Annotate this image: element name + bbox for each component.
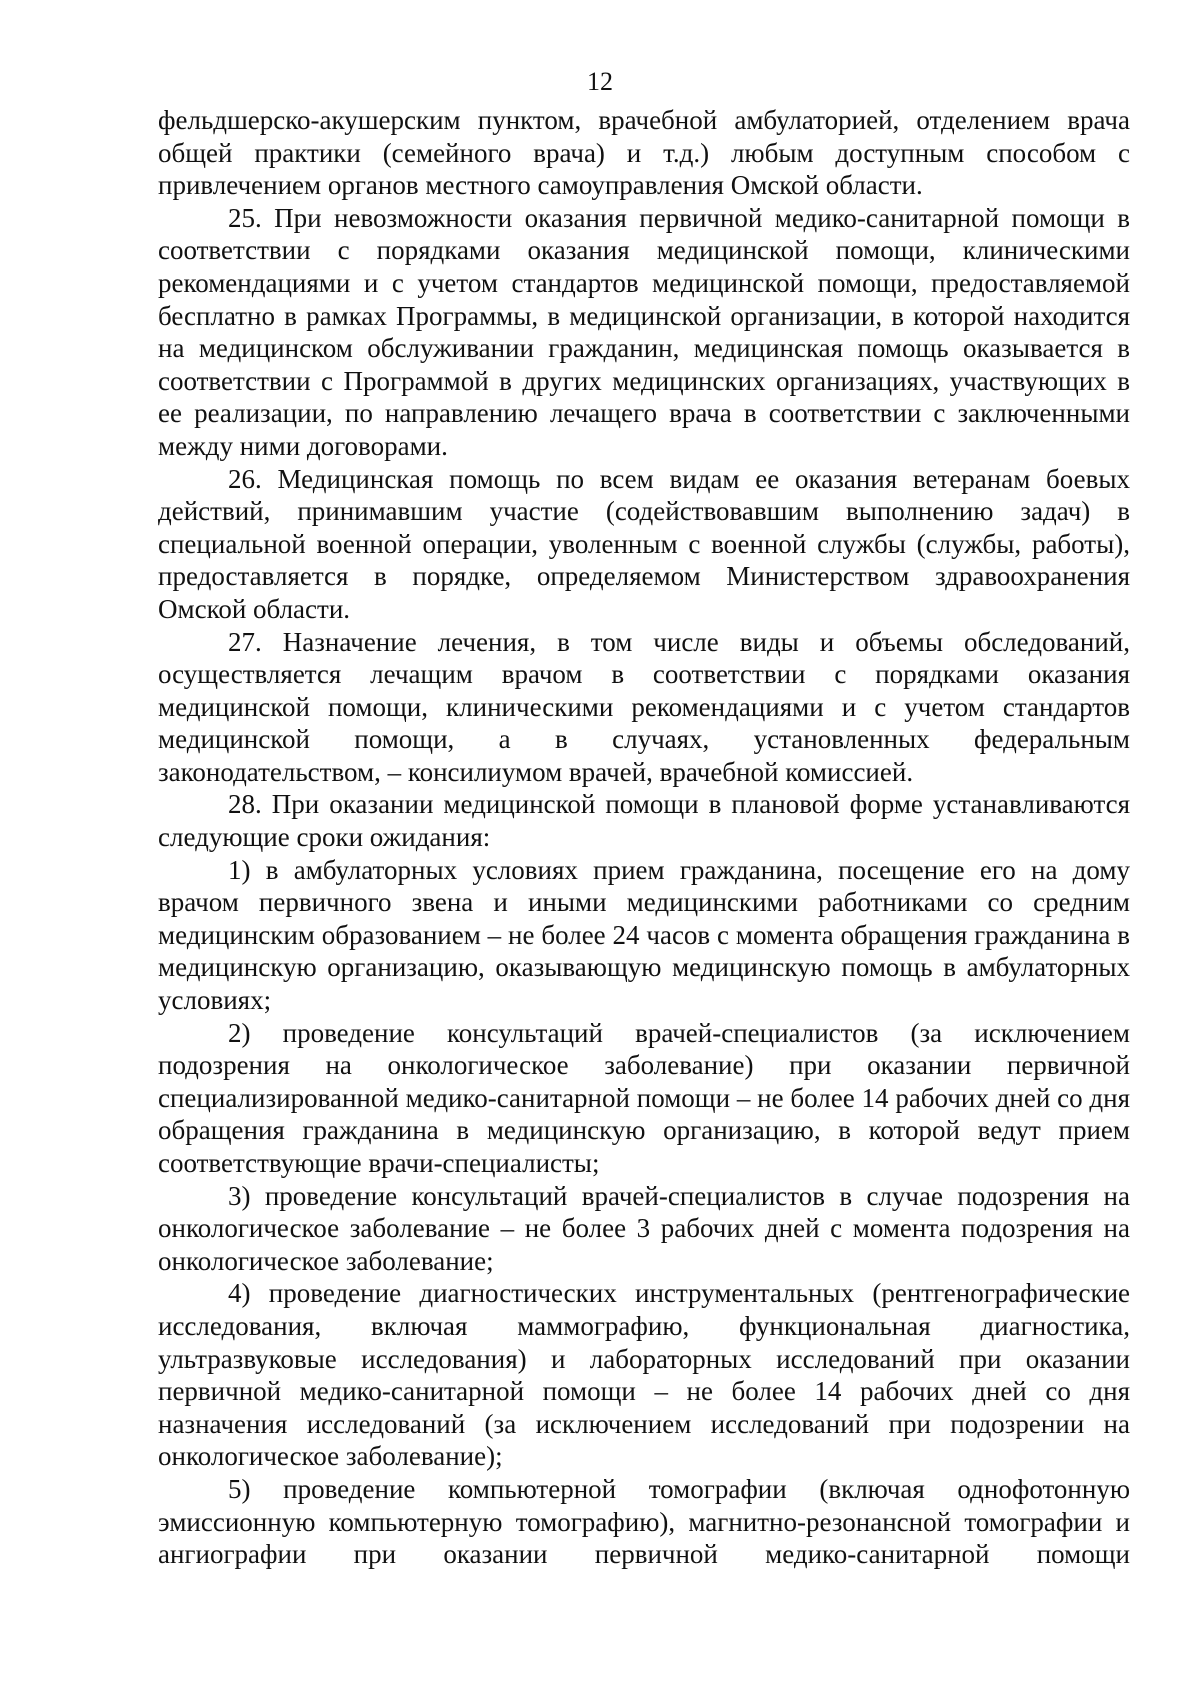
paragraph-item-25: 25. При невозможности оказания первичной медико-санитарной помощи в соответствии с порядками оказания медицинской помощи, клиническими рекомендациями и с учетом стандартов медицинской помощи, предоставляемой бесплатно в рамках Программы, в медицинской организации, в которой находится на медицинском обслуживании гражданин, медицинская помощь оказывается в соответствии с Программой в других медицинских организациях, участвующих в ее реализации, по направлению лечащего врача в соответствии с заключенными между ними договорами.	[158, 202, 1130, 461]
paragraph-item-28: 28. При оказании медицинской помощи в плановой форме устанавливаются следующие сроки ожидания:	[158, 789, 1130, 853]
subitem-5: 5) проведение компьютерной томографии (включая однофотонную эмиссионную компьютерную томографию), магнитно-резонансной томографии и ангиографии при оказании первичной медико-санитарной помощи	[158, 1473, 1130, 1570]
subitem-3: 3) проведение консультаций врачей-специалистов в случае подозрения на онкологическое заболевание – не более 3 рабочих дней с момента подозрения на онкологическое заболевание;	[158, 1180, 1130, 1276]
paragraph-item-27: 27. Назначение лечения, в том числе виды и объемы обследований, осуществляется лечащим врачом в соответствии с порядками оказания медицинской помощи, клиническими рекомендациями и с учетом стандартов медицинской помощи, а в случаях, установленных федеральным законодательством, – консилиумом врачей, врачебной комиссией.	[158, 626, 1130, 787]
subitem-2: 2) проведение консультаций врачей-специалистов (за исключением подозрения на онкологическое заболевание) при оказании первичной специализированной медико-санитарной помощи – не более 14 рабочих дней со дня обращения гражданина в медицинскую организацию, в которой ведут прием соответствующие врачи-специалисты;	[158, 1017, 1130, 1178]
subitem-1: 1) в амбулаторных условиях прием гражданина, посещение его на дому врачом первичного звена и иными медицинскими работниками со средним медицинским образованием – не более 24 часов с момента обращения гражданина в медицинскую организацию, оказывающую медицинскую помощь в амбулаторных условиях;	[158, 854, 1130, 1016]
paragraph-item-26: 26. Медицинская помощь по всем видам ее оказания ветеранам боевых действий, принимавшим участие (содействовавшим выполнению задач) в специальной военной операции, уволенным с военной службы (службы, работы), предоставляется в порядке, определяемом Министерством здравоохранения Омской области.	[158, 463, 1130, 624]
document-body	[158, 104, 1130, 1571]
paragraph-continuation: фельдшерско-акушерским пунктом, врачебной амбулаторией, отделением врача общей практики (семейного врача) и т.д.) любым доступным способом с привлечением органов местного самоуправления Омской области.	[158, 105, 1130, 201]
subitem-4: 4) проведение диагностических инструментальных (рентгенографические исследования, включая маммографию, функциональная диагностика, ультразвуковые исследования) и лабораторных исследований при оказании первичной медико-санитарной помощи – не более 14 рабочих дней со дня назначения исследований (за исключением исследований при подозрении на онкологическое заболевание);	[158, 1278, 1130, 1472]
page-number: 12	[587, 67, 613, 96]
